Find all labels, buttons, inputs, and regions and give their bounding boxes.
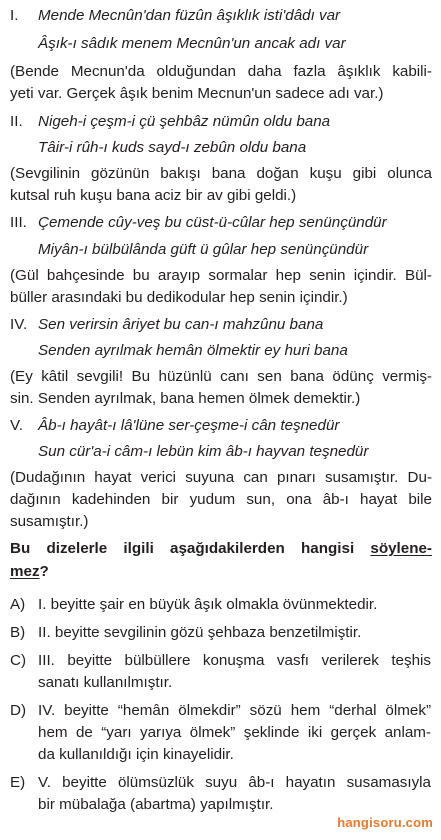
translation-line: sin. Senden ayrılmak, bana hemen ölmek demektir.) (10, 390, 361, 407)
option-text: sanatı kullanılmıştır. (38, 674, 173, 691)
site-watermark: hangisoru.com (337, 815, 433, 830)
verse-number: II. (10, 113, 23, 130)
option-text: IV. beyitte “hemân ölmekdir” sözü hem “derhal ölmek” (38, 702, 431, 719)
translation-line: (Bende Mecnun'da olduğundan daha fazla âşıklık kabili- (10, 63, 432, 80)
verse-line: Miyân-ı bülbülânda güft ü gûlar hep senünçündür (38, 241, 369, 258)
translation-line: susamıştır.) (10, 513, 89, 530)
translation-line: dağının kadehinden bir yudum sun, ona âb-ı hayat bile (10, 491, 432, 508)
verse-line: Mende Mecnûn'dan füzûn âşıklık isti'dâdı var (38, 7, 341, 24)
option-letter: E) (10, 774, 26, 791)
verse-number: III. (10, 214, 27, 231)
verse-line: Çemende cûy-veş bu cüst-ü-cûlar hep senünçündür (38, 214, 387, 231)
option-letter: A) (10, 596, 26, 613)
option-text: hem de “yarı yarıya ölmek” şeklinde iki gerçek anlam- (38, 724, 431, 741)
underlined-word: söylene- (370, 540, 432, 557)
option-text: bir mübalağa (abartma) yapılmıştır. (38, 796, 274, 813)
translation-line: yeti var. Gerçek âşık benim Mecnun'un sadece adı var.) (10, 85, 384, 102)
verse-line: Sun cür'a-i câm-ı lebün kim âb-ı hayvan teşnedür (38, 443, 369, 460)
option-letter: D) (10, 702, 27, 719)
verse-line: Âb-ı hayât-ı lâ'lüne ser-çeşme-i cân teşnedür (38, 417, 340, 434)
verse-line: Tâir-i rûh-ı kuds sayd-ı zebûn oldu bana (38, 139, 307, 156)
verse-number: IV. (10, 316, 28, 333)
translation-line: (Ey kâtil sevgili! Bu hüzünlü canı sen bana ödünç vermiş- (10, 368, 432, 385)
translation-line: (Sevgilinin gözünün bakışı bana doğan kuşu gibi olunca (10, 165, 432, 182)
underlined-word: mez (10, 563, 40, 580)
option-text: II. beyitte sevgilinin gözü şehbaza benzetilmiştir. (38, 624, 362, 641)
option-text: V. beyitte ölümsüzlük suyu âb-ı hayatın susamasıyla (38, 774, 431, 791)
verse-line: Senden ayrılmak hemân ölmektir ey huri bana (38, 342, 348, 359)
translation-line: (Gül bahçesinde bu arayıp sormalar hep senin içindir. Bül- (10, 267, 432, 284)
verse-number: I. (10, 7, 19, 24)
option-text: III. beyitte bülbüllere konuşma vasfı verilerek teşhis (38, 652, 431, 669)
verse-line: Sen verirsin âriyet bu can-ı mahzûnu bana (38, 316, 324, 333)
question-stem-line: Bu dizelerle ilgili aşağıdakilerden hangisi söylene- (10, 540, 432, 557)
translation-line: (Dudağının hayat verici suyuna can pınarı susamıştır. Du- (10, 469, 432, 486)
verse-line: Nigeh-i çeşm-i çü şehbâz nümûn oldu bana (38, 113, 331, 130)
verse-line: Âşık-ı sâdık menem Mecnûn'un ancak adı var (38, 35, 346, 52)
translation-line: büller arasındaki bu dedikodular hep senin içindir.) (10, 289, 348, 306)
translation-line: kutsal ruh kuşu bana aciz bir av gibi geldi.) (10, 187, 297, 204)
option-text: da kullanıldığı için kinayelidir. (38, 746, 234, 763)
option-text: I. beyitte şair en büyük âşık olmakla övünmektedir. (38, 596, 378, 613)
verse-number: V. (10, 417, 23, 434)
question-stem-line: mez? (10, 563, 49, 580)
option-letter: C) (10, 652, 27, 669)
option-letter: B) (10, 624, 26, 641)
